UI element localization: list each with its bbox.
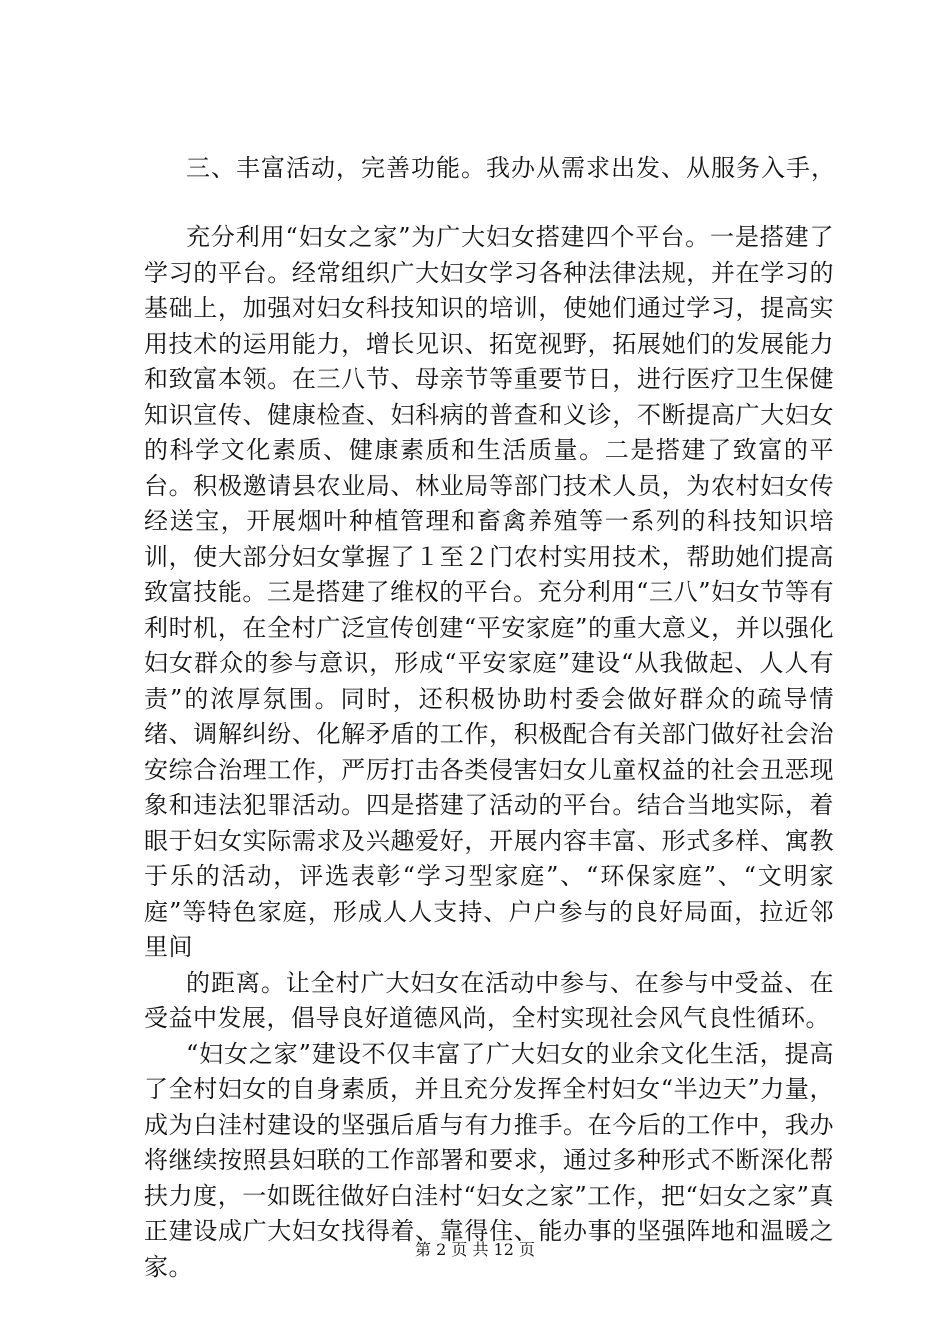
paragraph-conclusion: “妇女之家”建设不仅丰富了广大妇女的业余文化生活，提高了全村妇女的自身素质，并且充分发挥全村妇女“半边天”力量，成为白洼村建设的坚强后盾与有力推手。在今后的工作中，我办将继续按照县妇联的工作部署和要求，通过多种形式不断深化帮扶力度，一如既往做好白洼村“妇女之家”工作，把“妇女之家”真正建设成广大妇女找得着、靠得住、能办事的坚强阵地和温暖之家。 xyxy=(144,1039,834,1281)
page-number-footer: 第 2 页 共 12 页 xyxy=(415,1240,535,1259)
section-heading-line: 三、丰富活动，完善功能。我办从需求出发、从服务入手， xyxy=(186,154,836,182)
paragraph-distance: 的距离。让全村广大妇女在活动中参与、在参与中受益、在受益中发展，倡导良好道德风尚，全村实现社会风气良性循环。 xyxy=(144,968,834,1032)
document-body xyxy=(144,220,834,1285)
paragraph-platforms: 充分利用“妇女之家”为广大妇女搭建四个平台。一是搭建了学习的平台。经常组织广大妇女学习各种法律法规，并在学习的基础上，加强对妇女科技知识的培训，使她们通过学习，提高实用技术的运用能力，增长见识、拓宽视野，拓展她们的发展能力和致富本领。在三八节、母亲节等重要节日，进行医疗卫生保健知识宣传、健康检查、妇科病的普查和义诊，不断提高广大妇女的科学文化素质、健康素质和生活质量。二是搭建了致富的平台。积极邀请县农业局、林业局等部门技术人员，为农村妇女传经送宝，开展烟叶种植管理和畜禽养殖等一系列的科技知识培训，使大部分妇女掌握了１至２门农村实用技术，帮助她们提高致富技能。三是搭建了维权的平台。充分利用“三八”妇女节等有利时机，在全村广泛宣传创建“平安家庭”的重大意义，并以强化妇女群众的参与意识，形成“平安家庭”建设“从我做起、人人有责”的浓厚氛围。同时，还积极协助村委会做好群众的疏导情绪、调解纠纷、化解矛盾的工作，积极配合有关部门做好社会治安综合治理工作，严厉打击各类侵害妇女儿童权益的社会丑恶现象和违法犯罪活动。四是搭建了活动的平台。结合当地实际，着眼于妇女实际需求及兴趣爱好，开展内容丰富、形式多样、寓教于乐的活动，评选表彰“学习型家庭”、“环保家庭”、“文明家庭”等特色家庭，形成人人支持、户户参与的良好局面，拉近邻里间 xyxy=(144,223,834,961)
